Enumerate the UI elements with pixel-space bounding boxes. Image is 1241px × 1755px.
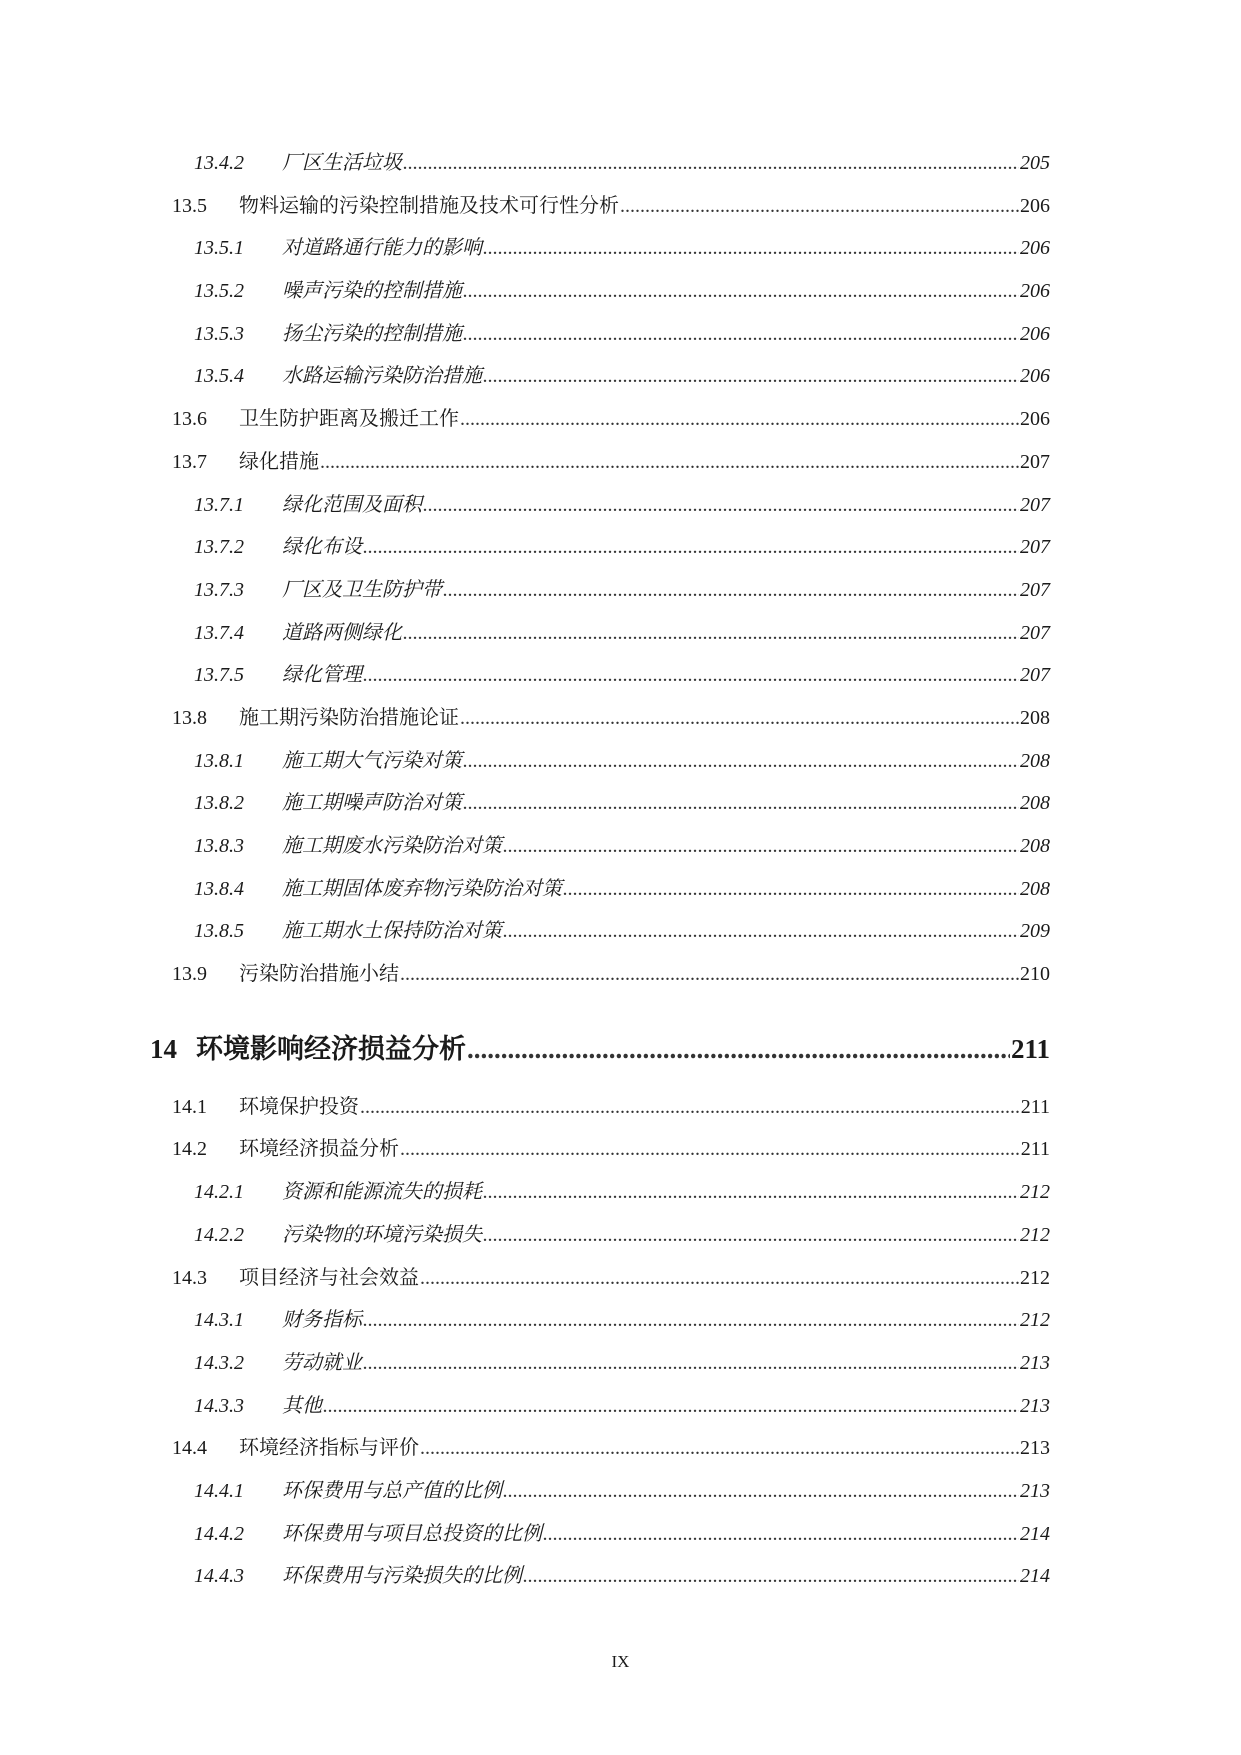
toc-entry-page: 213 xyxy=(1020,1437,1050,1460)
toc-entry-title: 扬尘污染的控制措施 xyxy=(282,322,462,345)
toc-dot-leader xyxy=(360,1086,1020,1129)
toc-entry[interactable] xyxy=(172,185,1050,228)
toc-dot-leader xyxy=(503,910,1019,953)
toc-entry-title: 物料运输的污染控制措施及技术可行性分析 xyxy=(239,194,619,217)
toc-entry[interactable] xyxy=(172,953,1050,996)
toc-entry-page: 210 xyxy=(1020,963,1050,986)
toc-entry-title: 绿化措施 xyxy=(239,450,319,473)
toc-dot-leader xyxy=(483,1214,1019,1257)
toc-entry-number: 13.9 xyxy=(172,963,207,986)
toc-entry-title: 劳动就业 xyxy=(282,1351,362,1374)
toc-entry-number: 13.7.3 xyxy=(194,578,244,601)
toc-entry-page: 207 xyxy=(1020,578,1050,601)
toc-entry-page: 209 xyxy=(1020,920,1050,943)
toc-dot-leader xyxy=(463,270,1019,313)
toc-entry[interactable] xyxy=(194,1470,1050,1513)
toc-entry-number: 14.3 xyxy=(172,1266,207,1289)
toc-entry[interactable] xyxy=(172,697,1050,740)
toc-entry-number: 13.5.3 xyxy=(194,322,244,345)
toc-entry-number: 13.5 xyxy=(172,194,207,217)
toc-dot-leader xyxy=(460,398,1019,441)
toc-entry[interactable] xyxy=(194,825,1050,868)
toc-entry-number: 14.4.2 xyxy=(194,1522,244,1545)
toc-entry-page: 208 xyxy=(1020,749,1050,772)
toc-entry[interactable] xyxy=(172,441,1050,484)
toc-entry[interactable] xyxy=(194,1385,1050,1428)
toc-entry-page: 205 xyxy=(1020,152,1050,174)
toc-entry[interactable] xyxy=(194,654,1050,697)
toc-entry-number: 14.3.2 xyxy=(194,1351,244,1374)
toc-entry-title: 财务指标 xyxy=(282,1309,362,1332)
toc-entry-title: 环境保护投资 xyxy=(239,1095,359,1118)
toc-dot-leader xyxy=(443,569,1019,612)
toc-entry[interactable] xyxy=(194,782,1050,825)
toc-entry-number: 13.5.4 xyxy=(194,365,244,388)
toc-entry-number: 13.7.5 xyxy=(194,664,244,687)
toc-entry[interactable] xyxy=(172,398,1050,441)
toc-dot-leader xyxy=(320,441,1019,484)
toc-entry-page: 214 xyxy=(1020,1565,1050,1588)
toc-entry-number: 14.1 xyxy=(172,1095,207,1118)
toc-entry-title: 水路运输污染防治措施 xyxy=(282,365,482,388)
toc-entry-number: 14.3.1 xyxy=(194,1309,244,1332)
toc-dot-leader xyxy=(483,355,1019,398)
toc-entry-page: 214 xyxy=(1020,1522,1050,1545)
toc-entry[interactable] xyxy=(172,1128,1050,1171)
toc-dot-leader xyxy=(620,185,1019,228)
page-number: IX xyxy=(611,1652,630,1671)
toc-entry-title: 厂区及卫生防护带 xyxy=(282,578,442,601)
toc-entry-page: 211 xyxy=(1010,1033,1050,1064)
toc-entry-title: 环保费用与项目总投资的比例 xyxy=(282,1522,542,1545)
toc-entry-page: 208 xyxy=(1020,792,1050,815)
toc-entry-page: 212 xyxy=(1020,1181,1050,1204)
toc-entry[interactable] xyxy=(172,1257,1050,1300)
toc-entry-number: 13.5.2 xyxy=(194,280,244,303)
toc-entry[interactable] xyxy=(194,1299,1050,1342)
toc-entry-number: 14.4 xyxy=(172,1437,207,1460)
toc-entry-page: 212 xyxy=(1020,1223,1050,1246)
toc-entry-page: 213 xyxy=(1020,1351,1050,1374)
toc-entry-number: 13.4.2 xyxy=(194,152,244,174)
toc-entry[interactable] xyxy=(194,1513,1050,1556)
toc-entry-title: 道路两侧绿化 xyxy=(282,621,402,644)
toc-entry-title: 环保费用与总产值的比例 xyxy=(282,1479,502,1502)
toc-entry-title: 绿化范围及面积 xyxy=(282,493,422,516)
toc-entry-title: 绿化布设 xyxy=(282,536,362,559)
toc-entry-page: 208 xyxy=(1020,835,1050,857)
toc-entry-page: 206 xyxy=(1020,194,1050,217)
toc-entry-title: 对道路通行能力的影响 xyxy=(282,237,482,260)
toc-entry-title: 污染物的环境污染损失 xyxy=(282,1223,482,1246)
toc-dot-leader xyxy=(363,526,1019,569)
toc-entry-number: 14.2.2 xyxy=(194,1223,244,1246)
toc-entry-title: 施工期水土保持防治对策 xyxy=(282,920,502,943)
toc-dot-leader xyxy=(563,868,1019,911)
toc-entry-title: 其他 xyxy=(282,1394,322,1417)
toc-entry-number: 13.7.4 xyxy=(194,621,244,644)
toc-entry-number: 13.5.1 xyxy=(194,237,244,260)
toc-entry-title: 绿化管理 xyxy=(282,664,362,687)
toc-entry-number: 14.2 xyxy=(172,1138,207,1161)
toc-entry-number: 13.7.1 xyxy=(194,493,244,516)
toc-dot-leader xyxy=(363,654,1019,697)
toc-dot-leader xyxy=(323,1385,1019,1428)
toc-dot-leader xyxy=(403,142,1019,185)
toc-dot-leader xyxy=(523,1555,1019,1598)
toc-entry-title: 施工期废水污染防治对策 xyxy=(282,835,502,857)
toc-entry-title: 施工期固体废弃物污染防治对策 xyxy=(282,877,562,900)
toc-dot-leader xyxy=(503,825,1019,868)
toc-entry-page: 212 xyxy=(1020,1309,1050,1332)
toc-entry-title: 项目经济与社会效益 xyxy=(239,1266,419,1289)
toc-entry-page: 208 xyxy=(1020,706,1050,729)
toc-entry-title: 环保费用与污染损失的比例 xyxy=(282,1565,522,1588)
toc-entry-number: 13.7.2 xyxy=(194,536,244,559)
toc-entry-number: 13.7 xyxy=(172,450,207,473)
toc-entry[interactable] xyxy=(194,142,1050,185)
toc-entry-page: 211 xyxy=(1020,1095,1050,1118)
toc-entry-page: 206 xyxy=(1020,408,1050,431)
toc-dot-leader xyxy=(423,484,1019,527)
toc-dot-leader xyxy=(420,1257,1019,1300)
toc-entry-number: 13.8.4 xyxy=(194,877,244,900)
toc-entry-page: 207 xyxy=(1020,664,1050,687)
toc-entry[interactable] xyxy=(194,484,1050,527)
toc-entry-title: 环境影响经济损益分析 xyxy=(196,1033,466,1064)
toc-chapter-entry[interactable] xyxy=(150,1012,1050,1086)
toc-entry-page: 213 xyxy=(1020,1479,1050,1502)
toc-entry[interactable] xyxy=(194,569,1050,612)
toc-dot-leader xyxy=(463,313,1019,356)
toc-entry-title: 噪声污染的控制措施 xyxy=(282,280,462,303)
toc-entry-page: 211 xyxy=(1020,1138,1050,1161)
toc-entry[interactable] xyxy=(194,1342,1050,1385)
toc-dot-leader xyxy=(403,612,1019,655)
toc-entry[interactable] xyxy=(194,612,1050,655)
toc-entry[interactable] xyxy=(172,1427,1050,1470)
toc-entry[interactable] xyxy=(172,1086,1050,1129)
toc-entry-title: 资源和能源流失的损耗 xyxy=(282,1181,482,1204)
toc-entry-page: 207 xyxy=(1020,536,1050,559)
toc-dot-leader xyxy=(363,1299,1019,1342)
toc-entry-title: 污染防治措施小结 xyxy=(239,963,399,986)
toc-entry-number: 13.8 xyxy=(172,706,207,729)
toc-dot-leader xyxy=(400,953,1019,996)
toc-dot-leader xyxy=(460,697,1019,740)
toc-entry-number: 13.8.5 xyxy=(194,920,244,943)
toc-entry-page: 206 xyxy=(1020,365,1050,388)
toc-entry-page: 207 xyxy=(1020,493,1050,516)
toc-entry[interactable] xyxy=(194,1555,1050,1598)
toc-dot-leader xyxy=(463,740,1019,783)
toc-entry-title: 厂区生活垃圾 xyxy=(282,152,402,174)
table-of-contents xyxy=(0,142,1241,1598)
toc-dot-leader xyxy=(483,227,1019,270)
toc-entry-number: 14.2.1 xyxy=(194,1181,244,1204)
toc-entry[interactable] xyxy=(194,313,1050,356)
toc-dot-leader xyxy=(543,1513,1019,1556)
toc-dot-leader xyxy=(400,1128,1020,1171)
toc-entry[interactable] xyxy=(194,526,1050,569)
toc-entry-page: 207 xyxy=(1020,621,1050,644)
toc-entry-number: 13.8.2 xyxy=(194,792,244,815)
toc-dot-leader xyxy=(463,782,1019,825)
toc-entry-title: 环境经济损益分析 xyxy=(239,1138,399,1161)
toc-entry-number: 13.8.3 xyxy=(194,835,244,857)
toc-dot-leader xyxy=(483,1171,1019,1214)
toc-entry[interactable] xyxy=(194,270,1050,313)
toc-entry[interactable] xyxy=(194,868,1050,911)
toc-entry-page: 208 xyxy=(1020,877,1050,900)
toc-entry-page: 206 xyxy=(1020,280,1050,303)
toc-entry-page: 206 xyxy=(1020,237,1050,260)
toc-entry-number: 14.4.1 xyxy=(194,1479,244,1502)
toc-entry[interactable] xyxy=(194,910,1050,953)
toc-entry-page: 212 xyxy=(1020,1266,1050,1289)
toc-entry[interactable] xyxy=(194,227,1050,270)
toc-entry[interactable] xyxy=(194,740,1050,783)
toc-dot-leader xyxy=(420,1427,1019,1470)
toc-entry-page: 213 xyxy=(1020,1394,1050,1417)
toc-entry-title: 施工期大气污染对策 xyxy=(282,749,462,772)
toc-entry[interactable] xyxy=(194,1171,1050,1214)
toc-entry-page: 207 xyxy=(1020,450,1050,473)
toc-entry-title: 施工期污染防治措施论证 xyxy=(239,706,459,729)
toc-entry-title: 施工期噪声防治对策 xyxy=(282,792,462,815)
toc-dot-leader xyxy=(467,1012,1010,1086)
toc-dot-leader xyxy=(363,1342,1019,1385)
toc-entry[interactable] xyxy=(194,1214,1050,1257)
toc-entry-page: 206 xyxy=(1020,322,1050,345)
toc-entry-number: 14.3.3 xyxy=(194,1394,244,1417)
toc-entry-number: 14 xyxy=(150,1033,177,1064)
toc-entry[interactable] xyxy=(194,355,1050,398)
toc-entry-number: 13.8.1 xyxy=(194,749,244,772)
toc-entry-number: 14.4.3 xyxy=(194,1565,244,1588)
toc-dot-leader xyxy=(503,1470,1019,1513)
toc-entry-title: 环境经济指标与评价 xyxy=(239,1437,419,1460)
toc-entry-number: 13.6 xyxy=(172,408,207,431)
toc-entry-title: 卫生防护距离及搬迁工作 xyxy=(239,408,459,431)
